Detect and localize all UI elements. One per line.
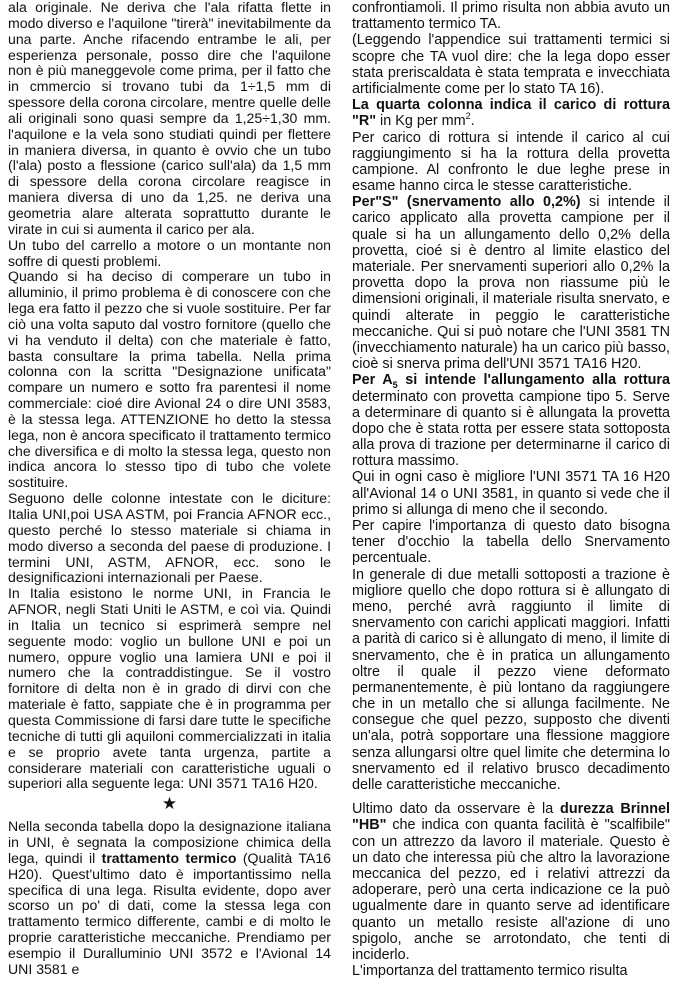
paragraph: Ultimo dato da osservare è la durezza Brinnel "HB" che indica con quanta facilità è "scalfibile" con un attrezzo da lavoro il materiale. Questo è un dato che interessa più che altro la lavorazione meccanica del pezzo, ed i relativi attrezzi da adoperare, però una certa indicazione ce la può ugualmente dare in quanto serve ad identificare quanto un metallo resiste all'azione di uno spigolo, anche se arrotondato, che tenti di inciderlo. bbox=[352, 801, 670, 963]
paragraph: Per carico di rottura si intende il carico al cui raggiungimento si ha la rottura della provetta campione. Al confronto le due leghe prese in esame hanno circa le stesse caratteristiche. bbox=[352, 129, 670, 195]
paragraph: Per"S" (snervamento allo 0,2%) si intende il carico applicato alla provetta campione per il quale si ha un allungamento dello 0,2% della provetta, cioé si è dentro al limite elastico del materiale. Per snervamenti superiori allo 0,2% la provetta dopo la prova non riassume più le dimensioni originali, il materiale risulta snervato, e quindi alterate in peggio le caratteristiche meccaniche. Qui si può notare che l'UNI 3581 TN (invecchiamento naturale) ha un carico più basso, cioè si snerva prima dell'UNI 3571 TA16 H20. bbox=[352, 194, 670, 373]
paragraph: (Leggendo l'appendice sui trattamenti termici si scopre che TA vuol dire: che la lega dopo esser stata preriscaldata è stata temprata e invecchiata artificialmente come per lo stato TA 16). bbox=[352, 32, 670, 97]
paragraph: Per $A_5$ si intende l'allungamento alla rottura determinato con provetta campione tipo 5. Serve a determinare di quanto si è allungata la provetta dopo che è stata rotta per essere stata sottoposta alla prova di trazione per determinarne il carico di rottura massimo. bbox=[352, 372, 671, 470]
star-icon: ★ bbox=[161, 794, 178, 814]
paragraph: La quarta colonna indica il carico di rottura "R" in Kg per $mm^2$. bbox=[352, 97, 670, 130]
paragraph: Un tubo del carrello a motore o un montante non soffre di questi problemi. bbox=[8, 236, 331, 269]
bold-term: Per"S" (snervamento allo 0,2%) bbox=[352, 194, 581, 211]
bold-term: Per $A_5$ si intende l'allungamento alla rottura bbox=[352, 372, 671, 391]
right-column bbox=[352, 0, 670, 979]
section-separator bbox=[8, 795, 331, 813]
paragraph: Quando si ha deciso di comperare un tubo in alluminio, il primo problema è di conoscere con che lega era fatto il pezzo che si vuole sostituire. Per far ciò una volta saputo dal vostro fornitore (quello che vi ha venduto il delta) con che materiale è fatto, basta consultare la prima tabella. Nella prima colonna con la scritta "Designazione unificata" compare un numero e sotto fra parentesi il nome commerciale: cioé dire Avional 24 o dire UNI 3583, è la stessa lega. ATTENZIONE ho detto la stessa lega, non è ancora specificato il trattamento termico che diversifica e di molto la stessa lega, questo non indica ancora lo stesso tipo di tubo che volete sostituire. bbox=[8, 268, 331, 491]
paragraph: Nella seconda tabella dopo la designazione italiana in UNI, è segnata la composizione chimica della lega, quindi il trattamento termico (Qualità TA16 H20). Quest'ultimo dato è importantissimo nella specifica di una lega. Risulta evidente, dopo aver scorso un po' di dati, come la stessa lega con trattamento termico differente, cambi e di molto le proprie caratteristiche meccaniche. Prendiamo per esempio il Duralluminio UNI 3572 e l'Avional 14 UNI 3581 e bbox=[8, 818, 331, 977]
bold-term: La quarta colonna indica il carico di rottura "R" bbox=[352, 97, 670, 130]
paragraph: ala originale. Ne deriva che l'ala rifatta flette in modo diverso e l'aquilone "tirerà" inevitabilmente da una parte. Anche rifacendo entrambe le ali, per esperienza personale, posso dire che l'aquilone non è più maneggevole come prima, per il fatto che in cmmercio si trovano tubi da 1÷1,5 mm di spessore della corona circolare, mentre quelle delle ali originali sono quasi sempre da 1,25÷1,30 mm. l'aquilone e la vela sono studiati quindi per flettere in maniera diversa, in quanto è ovvio che un tubo (l'ala) posto a flessione (carico sull'ala) da 1,5 mm di spessore della corona circolare reagisce in maniera diversa di uno da 1,25. ne deriva una geometria alare alterata soprattutto durante le virate in cui si aumenta il carico per ala. bbox=[8, 0, 331, 237]
left-column bbox=[8, 0, 331, 978]
bold-term: trattamento termico bbox=[101, 849, 237, 866]
paragraph: In Italia esistono le norme UNI, in Francia le AFNOR, negli Stati Uniti le ASTM, e coì via. Quindi in Italia un tecnico si esprimerà sempre nel seguente modo: voglio un bullone UNI e poi un numero, oppure voglio una lamiera UNI e poi il numero che la contraddistingue. Se il vostro fornitore di delta non è in grado di dirvi con che materiale è fatto, sappiate che è in programma per questa Commissione di farsi dare tutte le specifiche tecniche di tutti gli aquiloni commercializzati in italia e se proprio avete tanta urgenza, partite a considerare materiali con caratteristiche uguali o superiori alla seguente lega: UNI 3571 TA16 H20. bbox=[8, 585, 331, 792]
paragraph: Per capire l'importanza di questo dato bisogna tener d'occhio la tabella dello Snervamento percentuale. bbox=[352, 518, 670, 567]
paragraph: In generale di due metalli sottoposti a trazione è migliore quello che dopo rottura si è allungato di meno, perché avrà raggiunto il limite di snervamento con carichi applicati maggiori. Infatti a parità di carico si è allungato di meno, il limite di snervamento, che è in pratica un allungamento oltre il quale il pezzo viene deformato permanentemente, è più lontano da raggiungere che in un metallo che si allunga facilmente. Ne consegue che quel pezzo, supposto che diventi un'ala, potrà sopportare una flessione maggiore senza allungarsi oltre quel limite che determina lo snervamento ed il relativo brusco decadimento delle caratteristiche meccaniche. bbox=[352, 566, 670, 793]
bold-term: durezza Brinnel "HB" bbox=[352, 801, 670, 834]
paragraph: Seguono delle colonne intestate con le diciture: Italia UNI,poi USA ASTM, poi Francia AFNOR ecc., questo perché lo stesso materiale si chiama in modo diverso a seconda del paese di produzione. I termini UNI, ASTM, AFNOR, ecc. sono le designificazioni internazionali per Paese. bbox=[8, 490, 331, 586]
paragraph: confrontiamoli. Il primo risulta non abbia avuto un trattamento termico TA. bbox=[352, 0, 670, 33]
paragraph: L'importanza del trattamento termico risulta bbox=[352, 963, 628, 980]
paragraph: Qui in ogni caso è migliore l'UNI 3571 TA 16 H20 all'Avional 14 o UNI 3581, in quanto si vede che il primo si allunga di meno che il secondo. bbox=[352, 469, 670, 518]
